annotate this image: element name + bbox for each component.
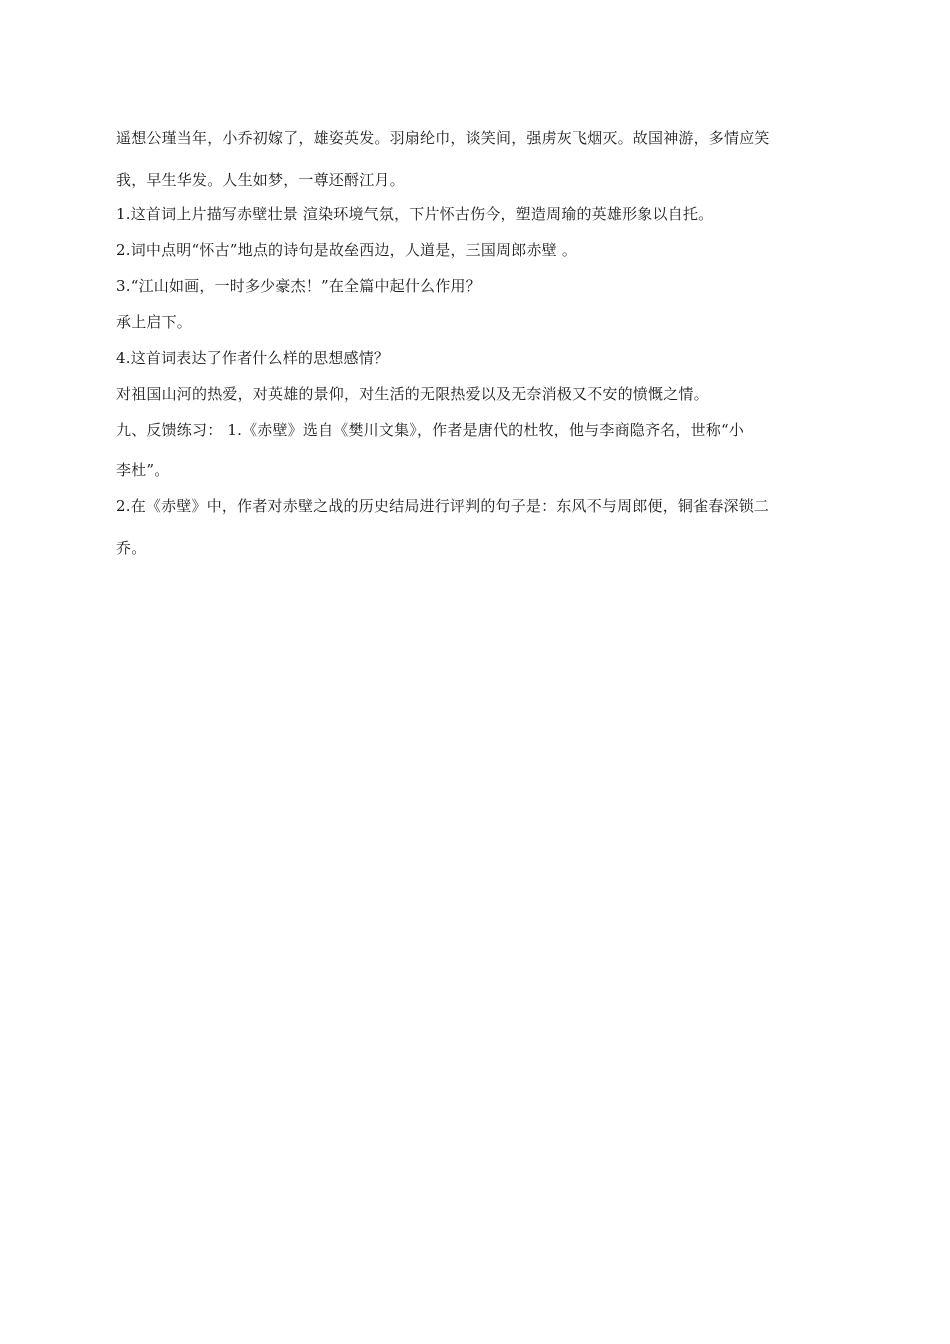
feedback-exercise-2: 2.在《赤壁》中，作者对赤壁之战的历史结局进行评判的句子是：东风不与周郎便，铜雀春深锁二	[116, 497, 770, 515]
question-2-answer: 2.词中点明“怀古”地点的诗句是故垒西边，人道是，三国周郎赤壁 。	[116, 241, 578, 259]
question-1-answer: 1.这首词上片描写赤壁壮景 渲染环境气氛，下片怀古伤今，塑造周瑜的英雄形象以自托。	[116, 205, 714, 223]
feedback-exercise-2-cont: 乔。	[116, 539, 147, 557]
question-4: 4.这首词表达了作者什么样的思想感情？	[116, 349, 390, 367]
question-3: 3.“江山如画，一时多少豪杰！”在全篇中起什么作用？	[116, 277, 481, 295]
feedback-exercise-1: 九、反馈练习： 1.《赤壁》选自《樊川文集》，作者是唐代的杜牧，他与李商隐齐名，世称“小	[116, 421, 745, 439]
poem-line-1: 遥想公瑾当年，小乔初嫁了，雄姿英发。羽扇纶巾，谈笑间，强虏灰飞烟灭。故国神游，多情应笑	[116, 129, 770, 147]
feedback-exercise-1-cont: 李杜”。	[116, 461, 170, 479]
question-3-answer: 承上启下。	[116, 313, 193, 331]
poem-line-2: 我，早生华发。人生如梦，一尊还酹江月。	[116, 171, 405, 189]
question-4-answer: 对祖国山河的热爱，对英雄的景仰，对生活的无限热爱以及无奈消极又不安的愤慨之情。	[116, 385, 709, 403]
